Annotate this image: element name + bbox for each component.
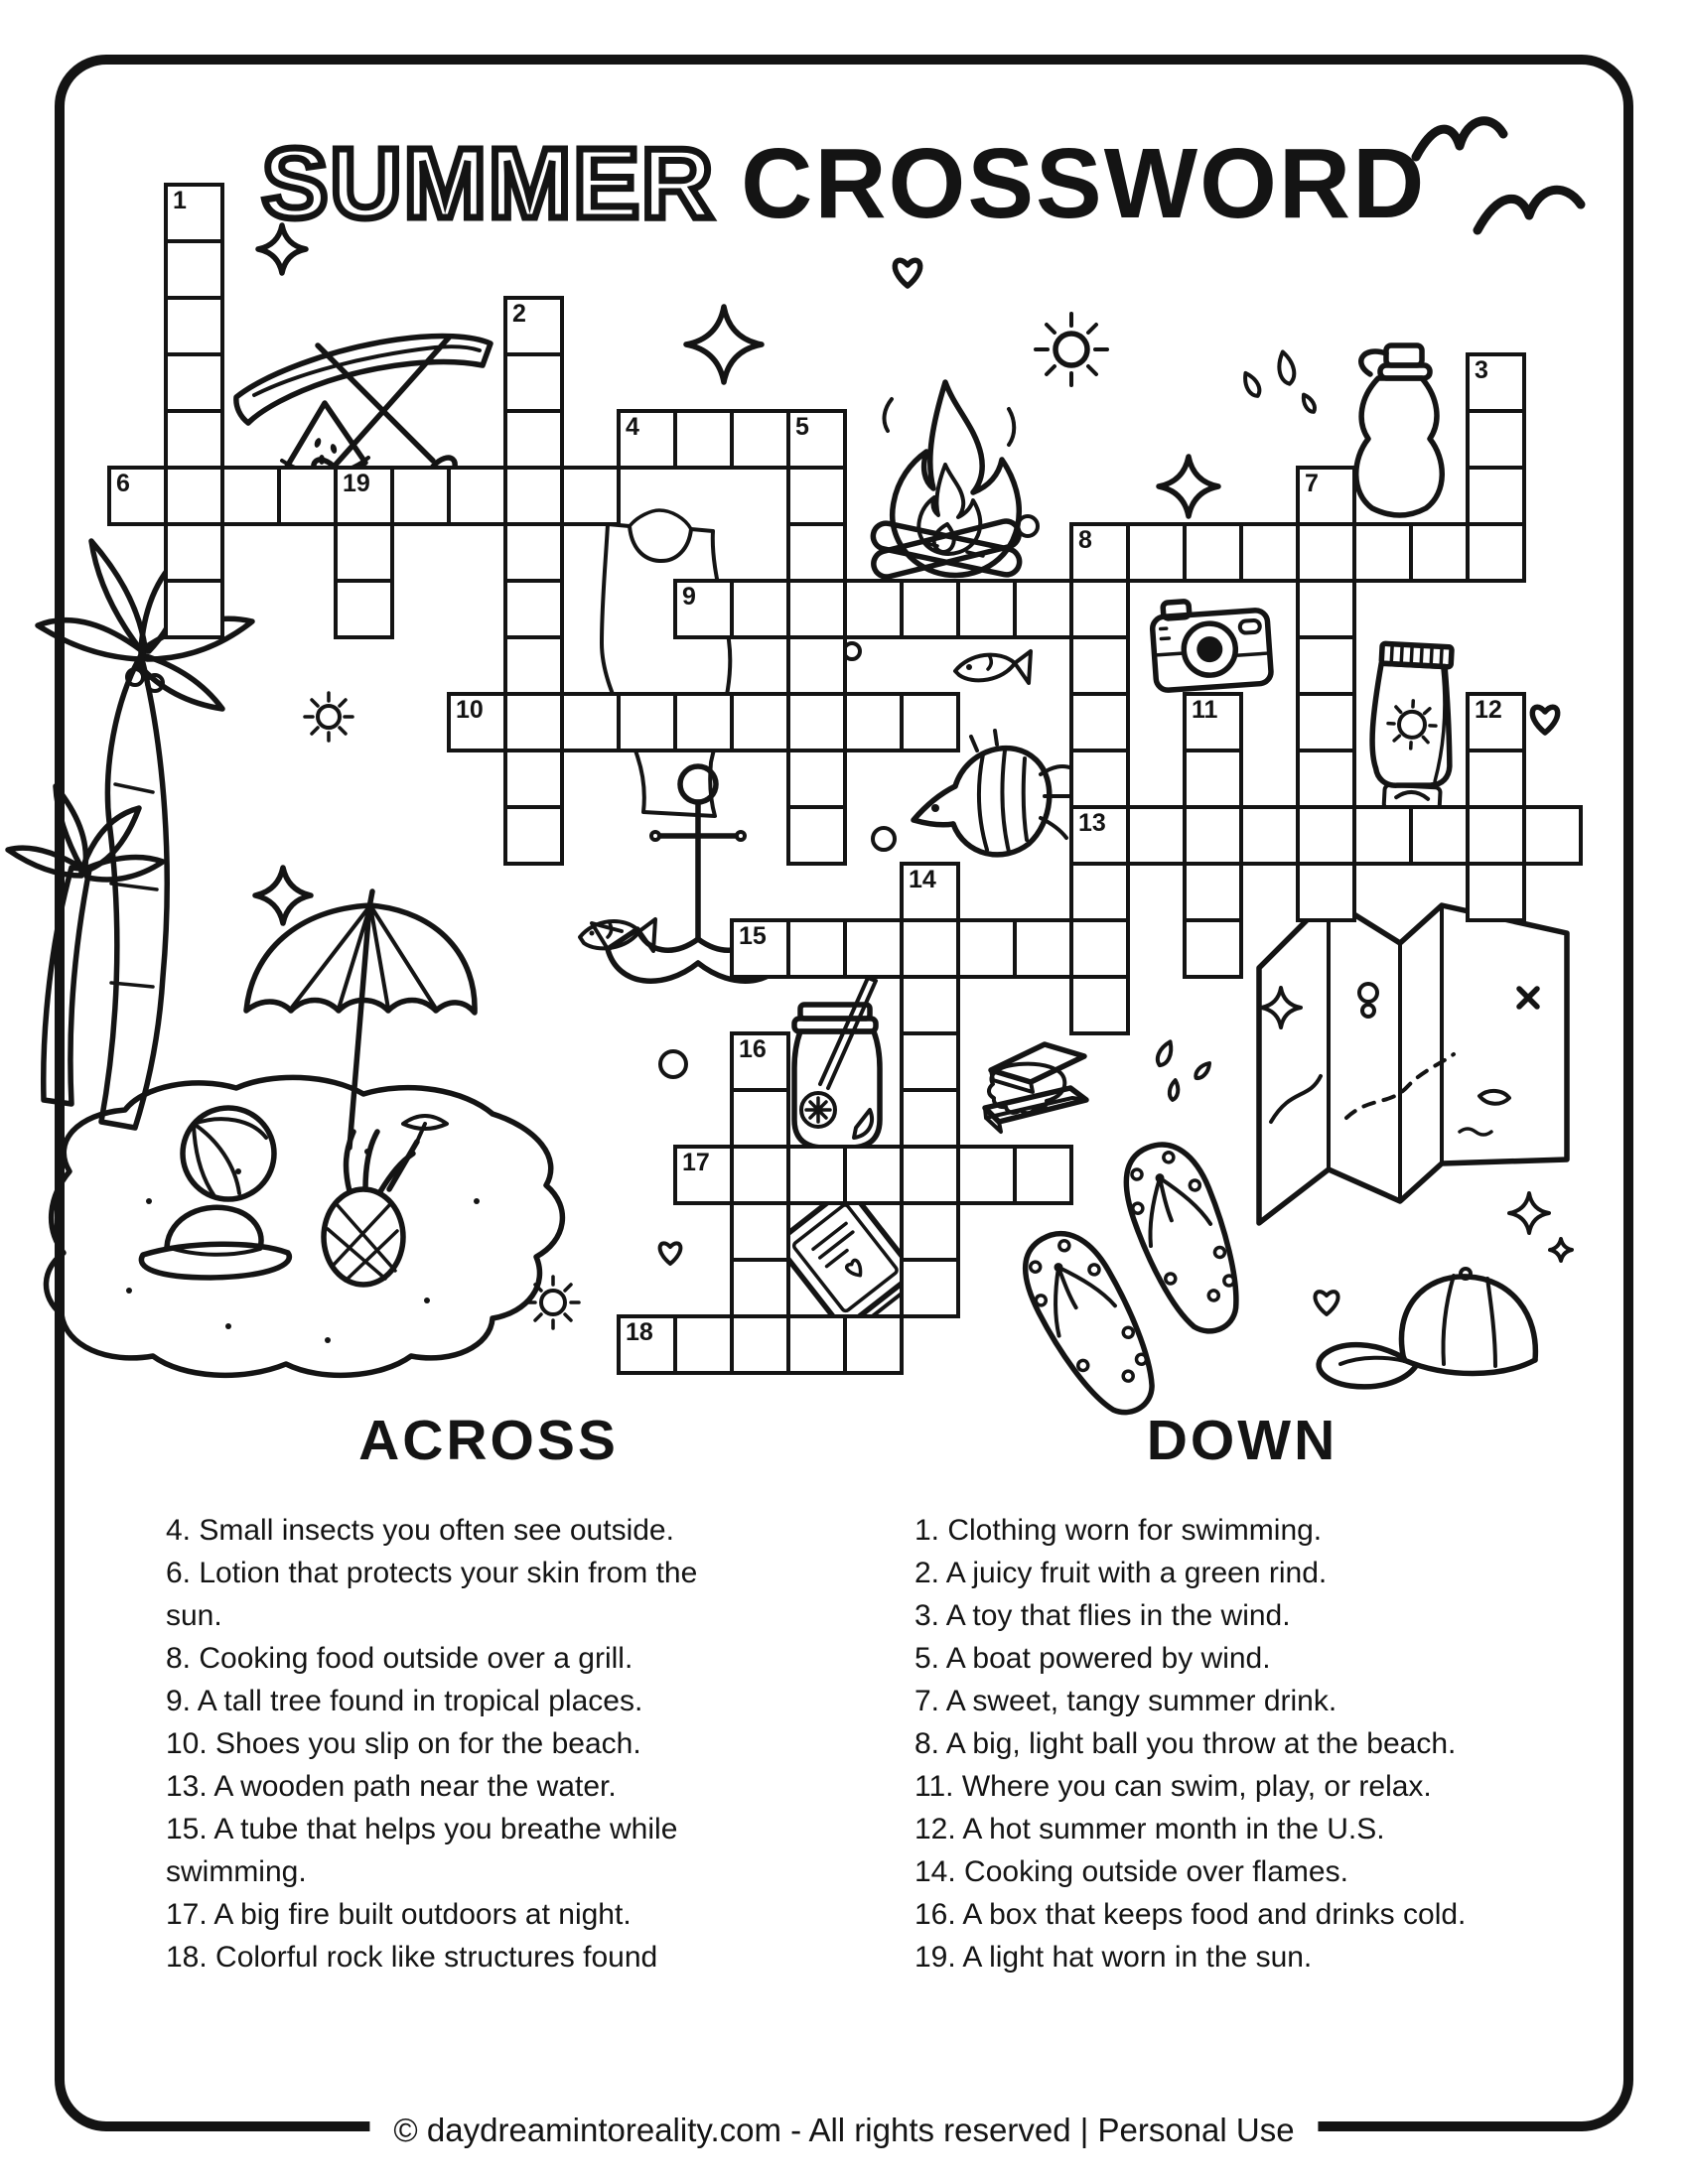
grid-cell[interactable] (1352, 522, 1413, 583)
grid-cell[interactable] (617, 1314, 677, 1375)
grid-cell[interactable] (334, 579, 394, 639)
grid-cell[interactable] (1296, 805, 1356, 866)
grid-cell[interactable] (1466, 409, 1526, 470)
grid-cell[interactable] (786, 409, 847, 470)
grid-cell[interactable] (1183, 522, 1243, 583)
clue-line: 4. Small insects you often see outside. (166, 1514, 674, 1547)
grid-cell[interactable] (1069, 522, 1130, 583)
grid-cell[interactable] (1126, 522, 1187, 583)
grid-cell[interactable] (1466, 692, 1526, 752)
cell-number: 6 (116, 470, 130, 497)
grid-cell[interactable] (1296, 862, 1356, 922)
grid-cell[interactable] (1183, 805, 1243, 866)
footer-credit: © daydreamintoreality.com - All rights reserved | Personal Use (369, 2109, 1318, 2152)
grid-cell[interactable] (843, 1145, 904, 1205)
beach-umbrella-icon (246, 891, 475, 1148)
grid-cell[interactable] (786, 466, 847, 526)
grid-cell[interactable] (1069, 579, 1130, 639)
grid-cell[interactable] (503, 466, 564, 526)
grid-cell[interactable] (503, 522, 564, 583)
clue-line: 18. Colorful rock like structures found (166, 1941, 658, 1974)
grid-cell[interactable] (786, 1314, 847, 1375)
grid-cell[interactable] (503, 805, 564, 866)
clue-line: 3. A toy that flies in the wind. (914, 1599, 1291, 1632)
grid-cell[interactable] (447, 466, 507, 526)
cell-number: 12 (1475, 696, 1502, 724)
camera-icon (1151, 596, 1272, 691)
grid-cell[interactable] (673, 579, 734, 639)
grid-cell[interactable] (503, 579, 564, 639)
grid-cell[interactable] (390, 466, 451, 526)
grid-cell[interactable] (560, 466, 621, 526)
grid-cell[interactable] (1466, 749, 1526, 809)
clue-line: 6. Lotion that protects your skin from the (166, 1557, 698, 1589)
grid-cell[interactable] (1296, 466, 1356, 526)
clue-line: 1. Clothing worn for swimming. (914, 1514, 1323, 1547)
grid-cell[interactable] (1466, 522, 1526, 583)
grid-cell[interactable] (900, 1088, 960, 1149)
grid-cell[interactable] (1296, 579, 1356, 639)
grid-cell[interactable] (730, 1145, 790, 1205)
clue-line: swimming. (166, 1855, 307, 1888)
clue-line: 2. A juicy fruit with a green rind. (914, 1557, 1328, 1589)
grid-cell[interactable] (1466, 466, 1526, 526)
cell-number: 17 (682, 1149, 710, 1176)
cell-number: 10 (456, 696, 484, 724)
grid-cell[interactable] (503, 409, 564, 470)
grid-cell[interactable] (1069, 862, 1130, 922)
grid-cell[interactable] (503, 749, 564, 809)
grid-cell[interactable] (843, 918, 904, 979)
clue-line: 9. A tall tree found in tropical places. (166, 1685, 643, 1717)
down-section (914, 1408, 1570, 1979)
grid-cell[interactable] (1466, 862, 1526, 922)
grid-cell[interactable] (1296, 692, 1356, 752)
grid-cell[interactable] (1069, 692, 1130, 752)
grid-cell[interactable] (503, 692, 564, 752)
grid-cell[interactable] (107, 466, 168, 526)
cell-number: 14 (909, 866, 936, 893)
grid-cell[interactable] (900, 1031, 960, 1092)
grid-cell[interactable] (786, 1145, 847, 1205)
grid-cell[interactable] (220, 466, 281, 526)
grid-cell[interactable] (1352, 805, 1413, 866)
cell-number: 19 (343, 470, 370, 497)
clue-line: 8. Cooking food outside over a grill. (166, 1642, 633, 1675)
treasure-map-icon (1259, 898, 1567, 1223)
clue-line: 16. A box that keeps food and drinks cold. (914, 1898, 1467, 1931)
grid-cell[interactable] (1126, 805, 1187, 866)
grid-cell[interactable] (164, 296, 224, 356)
grid-cell[interactable] (730, 1088, 790, 1149)
grid-cell[interactable] (503, 296, 564, 356)
grid-cell[interactable] (1013, 918, 1073, 979)
grid-cell[interactable] (673, 692, 734, 752)
grid-cell[interactable] (1069, 635, 1130, 696)
campfire-icon (871, 382, 1022, 580)
grid-cell[interactable] (1239, 522, 1300, 583)
clue-line: 14. Cooking outside over flames. (914, 1855, 1348, 1888)
grid-cell[interactable] (334, 522, 394, 583)
grid-cell[interactable] (334, 466, 394, 526)
grid-cell[interactable] (1296, 522, 1356, 583)
grid-cell[interactable] (956, 1145, 1017, 1205)
grid-cell[interactable] (900, 975, 960, 1035)
grid-cell[interactable] (1522, 805, 1583, 866)
cell-number: 7 (1305, 470, 1319, 497)
grid-cell[interactable] (1069, 805, 1130, 866)
grid-cell[interactable] (730, 918, 790, 979)
grid-cell[interactable] (1296, 749, 1356, 809)
grid-cell[interactable] (1069, 749, 1130, 809)
grid-cell[interactable] (730, 1258, 790, 1318)
grid-cell[interactable] (786, 918, 847, 979)
pineapple-drink-icon (324, 1116, 447, 1285)
grid-cell[interactable] (786, 635, 847, 696)
page-title (0, 127, 1688, 241)
smore-icon (985, 1044, 1086, 1132)
grid-cell[interactable] (164, 352, 224, 413)
grid-cell[interactable] (1183, 692, 1243, 752)
cell-number: 1 (173, 187, 187, 214)
grid-cell[interactable] (164, 466, 224, 526)
down-heading: DOWN (1146, 1409, 1338, 1472)
cell-number: 4 (626, 413, 639, 441)
grid-cell[interactable] (900, 1258, 960, 1318)
grid-cell[interactable] (1296, 635, 1356, 696)
clue-line: 19. A light hat worn in the sun. (914, 1941, 1313, 1974)
grid-cell[interactable] (843, 579, 904, 639)
clue-line: sun. (166, 1599, 222, 1632)
grid-cell[interactable] (503, 635, 564, 696)
grid-cell[interactable] (1183, 749, 1243, 809)
grid-cell[interactable] (900, 1201, 960, 1262)
clue-line: 17. A big fire built outdoors at night. (166, 1898, 632, 1931)
title-word-summer: SUMMER (261, 128, 716, 239)
grid-cell[interactable] (617, 409, 677, 470)
grid-cell[interactable] (956, 918, 1017, 979)
grid-cell[interactable] (900, 1145, 960, 1205)
grid-cell[interactable] (164, 409, 224, 470)
grid-cell[interactable] (843, 1314, 904, 1375)
across-section (166, 1408, 811, 1979)
baseball-cap-icon (1319, 1269, 1535, 1387)
across-clue-list (166, 1509, 811, 1979)
grid-cell[interactable] (786, 692, 847, 752)
grid-cell[interactable] (730, 1031, 790, 1092)
grid-cell[interactable] (730, 692, 790, 752)
grid-cell[interactable] (786, 749, 847, 809)
grid-cell[interactable] (673, 409, 734, 470)
grid-cell[interactable] (900, 862, 960, 922)
grid-cell[interactable] (673, 1314, 734, 1375)
cell-number: 13 (1078, 809, 1106, 837)
sunscreen-icon (1368, 643, 1456, 812)
grid-cell[interactable] (730, 1201, 790, 1262)
clue-line: 15. A tube that helps you breathe while (166, 1813, 678, 1845)
grid-cell[interactable] (730, 409, 790, 470)
mason-jar-icon (794, 978, 880, 1148)
grid-cell[interactable] (617, 692, 677, 752)
grid-cell[interactable] (1069, 918, 1130, 979)
clue-line: 7. A sweet, tangy summer drink. (914, 1685, 1337, 1717)
grid-cell[interactable] (277, 466, 338, 526)
grid-cell[interactable] (1183, 862, 1243, 922)
clue-line: 10. Shoes you slip on for the beach. (166, 1727, 641, 1760)
sand-island-icon (46, 1077, 562, 1375)
grid-cell[interactable] (786, 579, 847, 639)
grid-cell[interactable] (164, 239, 224, 300)
grid-cell[interactable] (673, 1145, 734, 1205)
grid-cell[interactable] (164, 579, 224, 639)
cell-number: 2 (512, 300, 526, 328)
grid-cell[interactable] (900, 692, 960, 752)
down-clue-list (914, 1509, 1570, 1979)
grid-cell[interactable] (560, 692, 621, 752)
title-word-crossword: CROSSWORD (741, 128, 1427, 239)
beach-ball-icon (183, 1108, 274, 1199)
grid-cell[interactable] (1069, 975, 1130, 1035)
grid-cell[interactable] (447, 692, 507, 752)
cell-number: 11 (1192, 696, 1218, 724)
sun-hat-icon (141, 1207, 289, 1278)
water-bottle-icon (1356, 345, 1443, 515)
grid-cell[interactable] (1409, 522, 1470, 583)
grid-cell[interactable] (1013, 579, 1073, 639)
cell-number: 16 (739, 1035, 767, 1063)
across-heading: ACROSS (358, 1409, 619, 1472)
grid-cell[interactable] (503, 352, 564, 413)
grid-cell[interactable] (1239, 805, 1300, 866)
cell-number: 3 (1475, 356, 1488, 384)
grid-cell[interactable] (900, 579, 960, 639)
clue-line: 11. Where you can swim, play, or relax. (914, 1770, 1432, 1803)
clue-line: 13. A wooden path near the water. (166, 1770, 617, 1803)
cell-number: 15 (739, 922, 767, 950)
clue-line: 8. A big, light ball you throw at the beach. (914, 1727, 1457, 1760)
cell-number: 9 (682, 583, 696, 611)
grid-cell[interactable] (786, 522, 847, 583)
grid-cell[interactable] (164, 522, 224, 583)
grid-cell[interactable] (730, 579, 790, 639)
grid-cell[interactable] (1466, 352, 1526, 413)
small-fish-icon (955, 651, 1031, 683)
clue-line: 5. A boat powered by wind. (914, 1642, 1271, 1675)
grid-cell[interactable] (1183, 918, 1243, 979)
grid-cell[interactable] (730, 1314, 790, 1375)
clue-line: 12. A hot summer month in the U.S. (914, 1813, 1385, 1845)
grid-cell[interactable] (843, 692, 904, 752)
cell-number: 8 (1078, 526, 1092, 554)
grid-cell[interactable] (956, 579, 1017, 639)
grid-cell[interactable] (1013, 1145, 1073, 1205)
grid-cell[interactable] (1466, 805, 1526, 866)
cell-number: 5 (795, 413, 809, 441)
grid-cell[interactable] (1409, 805, 1470, 866)
cell-number: 18 (626, 1318, 653, 1346)
grid-cell[interactable] (786, 805, 847, 866)
grid-cell[interactable] (900, 918, 960, 979)
